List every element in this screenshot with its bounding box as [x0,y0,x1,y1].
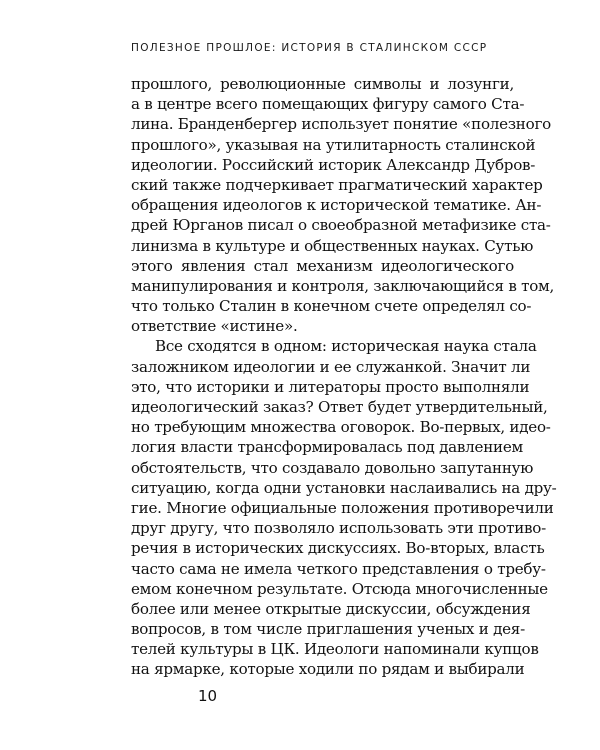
text-line: обстоятельств, что создавало довольно запутанную [131,458,534,477]
text-line: логия власти трансформировалась под давлением [131,438,523,457]
text-line: а в центре всего помещающих фигуру самого Ста- [131,95,525,114]
text-line: более или менее открытые дискуссии, обсуждения [131,599,531,618]
running-head: ПОЛЕЗНОЕ ПРОШЛОЕ: ИСТОРИЯ В СТАЛИНСКОМ СССР [131,42,488,54]
text-line: ситуацию, когда одни установки наслаивались на дру- [131,478,557,497]
text-line: телей культуры в ЦК. Идеологи напоминали купцов [131,640,539,659]
text-line: заложником идеологии и ее служанкой. Значит ли [131,357,531,376]
text-line: лина. Бранденбергер использует понятие «полезного [131,115,551,134]
text-line: но требующим множества оговорок. Во-первых, идео- [131,418,551,437]
text-line: речия в исторических дискуссиях. Во-вторых, власть [131,539,545,558]
text-line: на ярмарке, которые ходили по рядам и выбирали [131,660,525,679]
text-line: линизма в культуре и общественных науках. Сутью [131,236,534,255]
text-line: этого явления стал механизм идеологического [131,256,514,275]
paragraph-1 [131,74,555,336]
text-line: Все сходятся в одном: историческая наука стала [155,337,537,356]
text-line: что только Сталин в конечном счете определял со- [131,297,532,316]
text-line: дрей Юрганов писал о своеобразной метафизике ста- [131,216,551,235]
text-line: гие. Многие официальные положения противоречили [131,498,554,517]
text-line: ский также подчеркивает прагматический характер [131,175,543,194]
text-line: емом конечном результате. Отсюда многочисленные [131,579,548,598]
text-line: прошлого, революционные символы и лозунги, [131,75,514,93]
page-number: 10 [198,687,218,705]
text-line: обращения идеологов к исторической тематике. Ан- [131,196,542,215]
text-line: это, что историки и литераторы просто выполняли [131,377,530,396]
text-line: часто сама не имела четкого представления о требу- [131,559,546,578]
text-line: прошлого», указывая на утилитарность сталинской [131,135,536,154]
text-line: вопросов, в том числе приглашения ученых и дея- [131,620,525,639]
text-line: друг другу, что позволяло использовать эти противо- [131,519,546,538]
text-line: ответствие «истине». [131,317,298,336]
body-text [131,74,557,680]
text-line: идеологический заказ? Ответ будет утвердительный, [131,398,548,416]
paragraph-2 [131,336,557,679]
text-line: идеологии. Российский историк Александр Дубров- [131,155,536,174]
text-line: манипулирования и контроля, заключающийся в том, [131,276,555,295]
